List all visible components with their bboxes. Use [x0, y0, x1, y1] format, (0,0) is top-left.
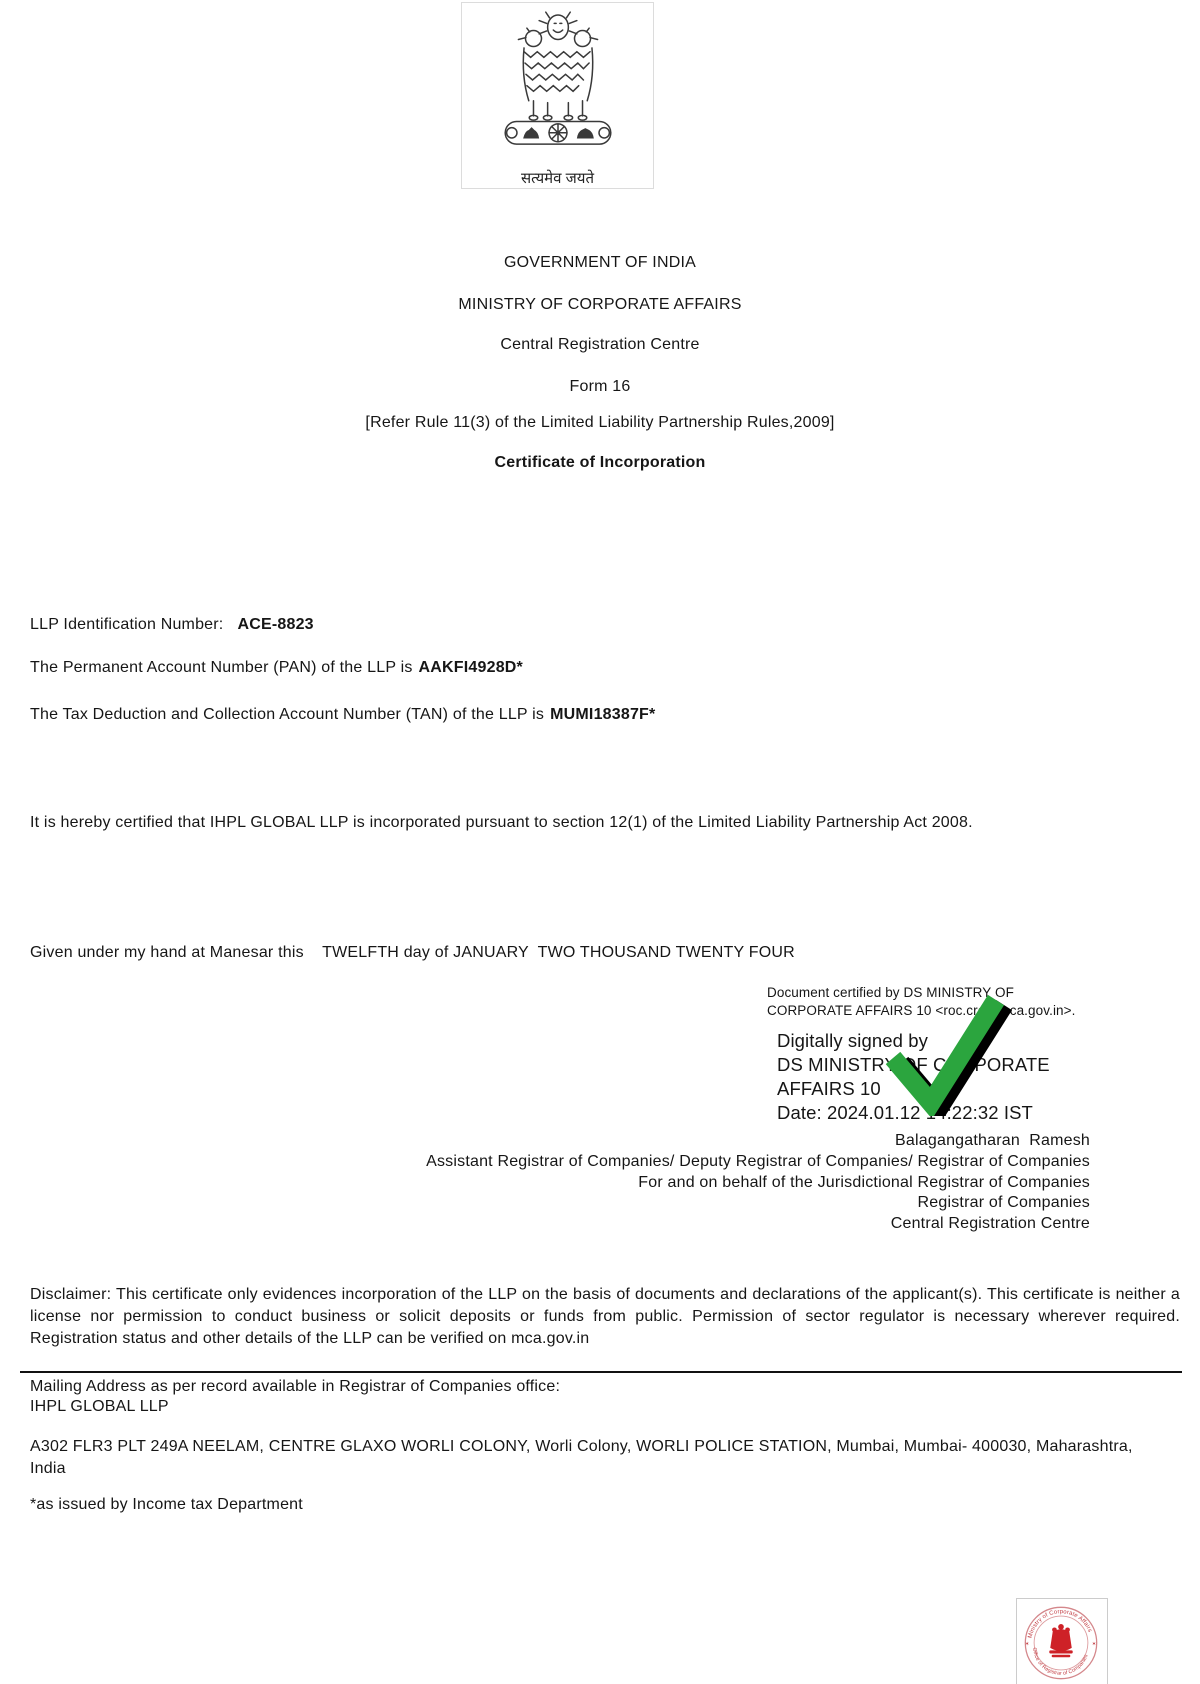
- roc-seal: [1016, 1598, 1108, 1684]
- emblem-motto: सत्यमेव जयते: [520, 170, 595, 187]
- attestation-line: Given under my hand at Manesar this TWELFTH day of JANUARY TWO THOUSAND TWENTY FOUR: [30, 944, 795, 961]
- emblem-of-india-image: [461, 2, 654, 189]
- header-rule-reference: [Refer Rule 11(3) of the Limited Liability Partnership Rules,2009]: [365, 414, 835, 431]
- pan-value: AAKFI4928D*: [418, 659, 523, 676]
- tan-value: MUMI18387F*: [550, 706, 656, 723]
- certified-note-line2: CORPORATE AFFAIRS 10 <roc.crc@mca.gov.in>.: [767, 1003, 1076, 1018]
- seal-center-emblem-icon: [1049, 1624, 1072, 1657]
- header-government: GOVERNMENT OF INDIA: [504, 254, 696, 271]
- disclaimer-paragraph: Disclaimer: This certificate only evidences incorporation of the LLP on the basis of documents and declarations of the applicant(s). This certificate is neither a license nor permission to conduct business or solicit deposits or funds from public. Permission of sector regulator is necessary wherever required. Registration status and other details of the LLP can be verified on mca.gov.in: [30, 1286, 1180, 1347]
- signatory-name: Balagangatharan Ramesh: [895, 1132, 1090, 1149]
- header-ministry: MINISTRY OF CORPORATE AFFAIRS: [458, 296, 742, 313]
- tan-line: [30, 706, 655, 724]
- certified-note-line1: Document certified by DS MINISTRY OF: [767, 985, 1014, 1000]
- signature-date-line: Date: 2024.01.12 14:22:32 IST: [777, 1102, 1033, 1123]
- certificate-title: Certificate of Incorporation: [494, 454, 706, 471]
- lion-capital-emblem-icon: [492, 6, 624, 154]
- mailing-address: A302 FLR3 PLT 249A NEELAM, CENTRE GLAXO WORLI COLONY, Worli Colony, WORLI POLICE STATION, Mumbai, Mumbai- 400030, Maharashtra, India: [30, 1438, 1133, 1477]
- llpin-value: ACE-8823: [237, 616, 314, 633]
- roc-seal-icon: [1017, 1599, 1105, 1684]
- pan-label: The Permanent Account Number (PAN) of the LLP is: [30, 659, 413, 676]
- digitally-signed-line1: Digitally signed by: [777, 1030, 929, 1051]
- header-centre: Central Registration Centre: [500, 336, 700, 353]
- llpin-label: LLP Identification Number:: [30, 616, 224, 633]
- pan-line: [30, 659, 523, 677]
- signatory-title-line1: Assistant Registrar of Companies/ Deputy Registrar of Companies/ Registrar of Companies: [426, 1152, 1090, 1170]
- signatory-title-line2: For and on behalf of the Jurisdictional Registrar of Companies: [638, 1173, 1090, 1191]
- signatory-block: [300, 1131, 1090, 1235]
- llpin-line: [30, 616, 314, 634]
- certification-paragraph: It is hereby certified that IHPL GLOBAL LLP is incorporated pursuant to section 12(1) of the Limited Liability Partnership Act 2008.: [30, 814, 973, 831]
- seal-bottom-text: Office of Registrar of Companies: [1031, 1647, 1090, 1677]
- seal-separator-left: ✶: [1024, 1641, 1030, 1648]
- tan-label: The Tax Deduction and Collection Account Number (TAN) of the LLP is: [30, 706, 545, 723]
- divider-rule: [20, 1371, 1182, 1373]
- signatory-title-line3: Registrar of Companies: [917, 1194, 1090, 1212]
- digitally-signed-line2: DS MINISTRY OF CORPORATE: [777, 1054, 1050, 1075]
- digitally-signed-line3: AFFAIRS 10: [777, 1078, 881, 1099]
- seal-top-text: Ministry of Corporate Affairs: [1027, 1609, 1093, 1639]
- header-form-number: Form 16: [569, 378, 631, 395]
- pan-tan-footnote: *as issued by Income tax Department: [30, 1496, 303, 1513]
- digital-signature-checkmark-icon: [878, 988, 1013, 1116]
- mailing-address-heading: Mailing Address as per record available in Registrar of Companies office:: [30, 1378, 561, 1395]
- signatory-title-line4: Central Registration Centre: [890, 1215, 1090, 1233]
- seal-separator-right: ✶: [1091, 1641, 1097, 1648]
- company-name: IHPL GLOBAL LLP: [30, 1398, 169, 1415]
